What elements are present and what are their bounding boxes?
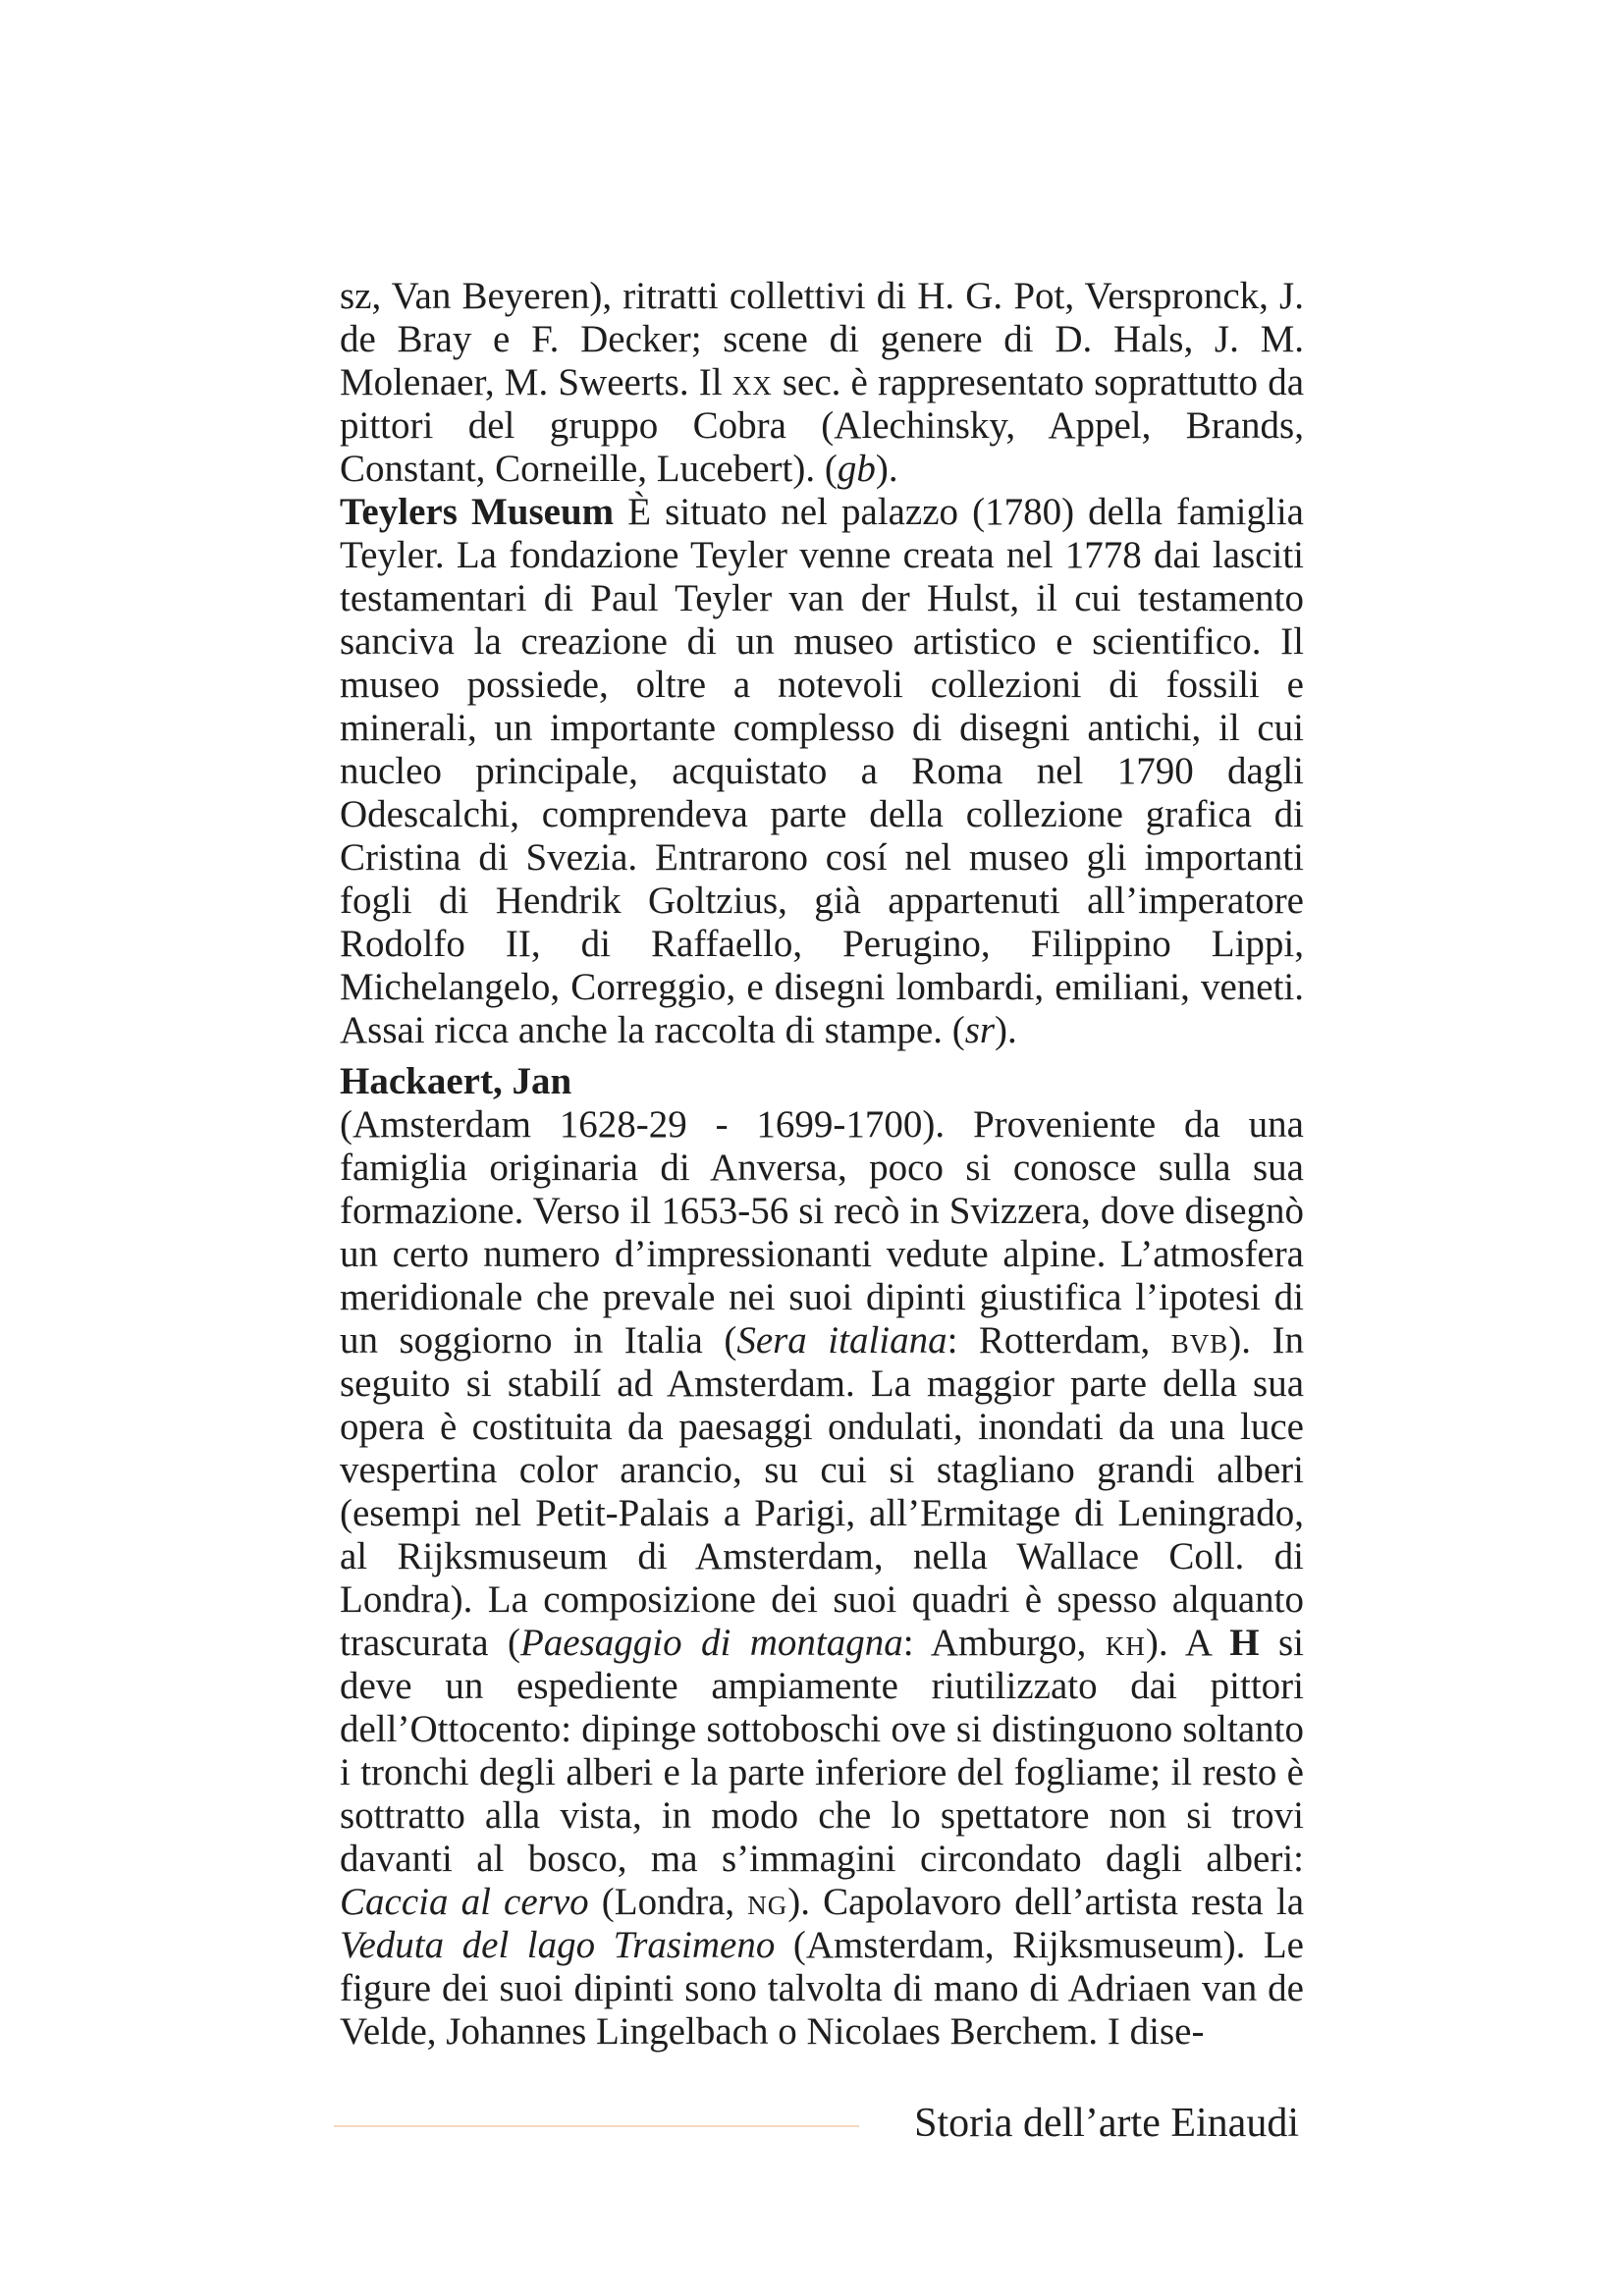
text-run: È situato nel palazzo (1780) della famiglia Teyler. La fondazione Teyler venne creata nel 1778 dai lasciti testamentari di Paul Teyler van der Hulst, il cui testamento sanciva la creazione di un museo artistico e scientifico. Il museo possiede, oltre a notevoli collezioni di fossili e minerali, un importante complesso di disegni antichi, il cui nucleo principale, acquistato a Roma nel 1790 dagli Odescalchi, comprendeva parte della collezione grafica di Cristina di Svezia. Entrarono cosí nel museo gli importanti fogli di Hendrik Goltzius, già appartenuti all’imperatore Rodolfo II, di Raffaello, Perugino, Filippino Lippi, Michelangelo, Correggio, e disegni lombardi, emiliani, veneti. Assai ricca anche la raccolta di stampe. ( xyxy=(340,491,1304,1051)
author-initials: gb xyxy=(837,448,876,490)
text-run: ). xyxy=(995,1009,1017,1051)
entry-heading: Hackaert, Jan xyxy=(340,1060,572,1102)
text-run: : Rotterdam, xyxy=(947,1319,1171,1362)
text-run: sec. è rappresentato soprattutto da pittori del gruppo Cobra (Alechinsky, Appel, Brands, Constant, Corneille, Lucebert). ( xyxy=(340,361,1305,490)
text-run: si deve un espediente ampiamente riutilizzato dai pittori dell’Ottocento: dipinge sottoboschi ove si distinguono soltanto i tronchi degli alberi e la parte inferiore del fogliame; il resto è sottratto alla vista, in modo che lo spettatore non si trovi davanti al bosco, ma s’immagini circondato dagli alberi: xyxy=(340,1622,1305,1880)
artist-initial: H xyxy=(1229,1622,1260,1664)
text-run: (Amsterdam, Rijksmuseum). Le figure dei suoi dipinti sono talvolta di mano di Adriaen van de Velde, Johannes Lingelbach o Nicolaes Berchem. I dise- xyxy=(340,1924,1304,2053)
artwork-title: Sera italiana xyxy=(736,1319,947,1362)
paragraph-teylers-museum xyxy=(340,491,1304,1052)
footer-rule xyxy=(334,2125,859,2127)
century-numeral: xx xyxy=(731,361,773,403)
artwork-title: Caccia al cervo xyxy=(340,1881,589,1923)
text-run: ). Capolavoro dell’artista resta la xyxy=(787,1881,1304,1923)
museum-abbreviation: bvb xyxy=(1170,1319,1229,1362)
subentry-heading: Teylers Museum xyxy=(340,491,615,533)
text-run: : Amburgo, xyxy=(902,1622,1106,1664)
text-run: (Amsterdam 1628-29 - 1699-1700). Proveniente da una famiglia originaria di Anversa, poco si conosce sulla sua formazione. Verso il 1653-56 si recò in Svizzera, dove disegnò un certo numero d’impressionanti vedute alpine. L’atmosfera meridionale che prevale nei suoi dipinti giustifica l’ipotesi di un soggiorno in Italia ( xyxy=(340,1103,1304,1362)
paragraph-entry xyxy=(340,1103,1304,2054)
text-run: (Londra, xyxy=(588,1881,748,1923)
text-block-continuation xyxy=(340,275,1304,1052)
text-run: ). A xyxy=(1145,1622,1230,1664)
footer-title: Storia dell’arte Einaudi xyxy=(914,2101,1299,2146)
text-run: sz, Van Beyeren), ritratti collettivi di H. G. Pot, Verspronck, J. de Bray e F. Decker; scene di genere di D. Hals, J. M. Molenaer, M. Sweerts. Il xyxy=(340,275,1304,403)
artwork-title: Paesaggio di montagna xyxy=(519,1622,903,1664)
museum-abbreviation: ng xyxy=(747,1881,788,1923)
paragraph-continuation xyxy=(340,275,1304,491)
author-initials: sr xyxy=(964,1009,996,1051)
museum-abbreviation: kh xyxy=(1105,1622,1146,1664)
entry-body xyxy=(340,1103,1304,2054)
artwork-title: Veduta del lago Trasimeno xyxy=(340,1924,776,1966)
text-run: ). In seguito si stabilí ad Amsterdam. La maggior parte della sua opera è costituita da paesaggi ondulati, inondati da una luce vespertina color arancio, su cui si stagliano grandi alberi (esempi nel Petit-Palais a Parigi, all’Ermitage di Leningrado, al Rijksmuseum di Amsterdam, nella Wallace Coll. di Londra). La composizione dei suoi quadri è spesso alquanto trascurata ( xyxy=(340,1319,1304,1664)
text-run: ). xyxy=(875,448,898,490)
